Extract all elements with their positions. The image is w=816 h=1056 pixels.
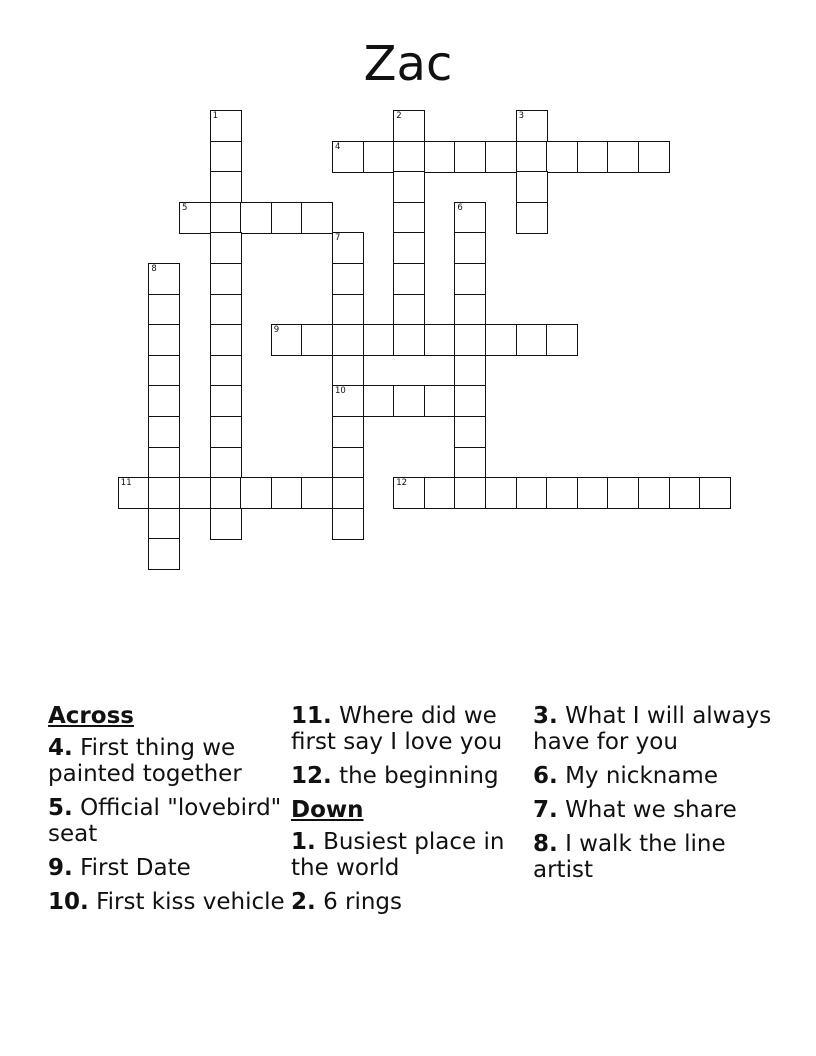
down-clue-7: 7. What we share bbox=[533, 797, 737, 823]
grid-cell[interactable] bbox=[424, 324, 456, 356]
grid-cell[interactable] bbox=[332, 324, 364, 356]
grid-cell[interactable] bbox=[148, 416, 180, 448]
clue-number: 12 bbox=[396, 478, 408, 489]
grid-cell[interactable] bbox=[454, 416, 486, 448]
grid-cell[interactable] bbox=[485, 477, 517, 509]
grid-cell[interactable] bbox=[332, 508, 364, 540]
grid-cell[interactable] bbox=[699, 477, 731, 509]
grid-cell[interactable] bbox=[210, 416, 242, 448]
grid-cell[interactable] bbox=[516, 477, 548, 509]
clue-column-2 bbox=[291, 703, 531, 923]
grid-cell[interactable] bbox=[271, 324, 303, 356]
grid-cell[interactable] bbox=[546, 141, 578, 173]
across-clue-12: 12. the beginning bbox=[291, 763, 499, 789]
grid-cell[interactable] bbox=[485, 141, 517, 173]
grid-cell[interactable] bbox=[516, 110, 548, 142]
grid-cell[interactable] bbox=[148, 294, 180, 326]
across-clue-10: 10. First kiss vehicle bbox=[48, 889, 285, 915]
grid-cell[interactable] bbox=[240, 477, 272, 509]
down-clue-8: 8. I walk the line artist bbox=[533, 831, 726, 883]
grid-cell[interactable] bbox=[332, 447, 364, 479]
grid-cell[interactable] bbox=[332, 477, 364, 509]
grid-cell[interactable] bbox=[393, 477, 425, 509]
grid-cell[interactable] bbox=[516, 141, 548, 173]
grid-cell[interactable] bbox=[148, 447, 180, 479]
grid-cell[interactable] bbox=[210, 447, 242, 479]
grid-cell[interactable] bbox=[332, 385, 364, 417]
grid-cell[interactable] bbox=[516, 324, 548, 356]
grid-cell[interactable] bbox=[271, 477, 303, 509]
grid-cell[interactable] bbox=[454, 447, 486, 479]
clue-number: 5 bbox=[182, 202, 188, 213]
grid-cell[interactable] bbox=[210, 202, 242, 234]
grid-cell[interactable] bbox=[393, 171, 425, 203]
grid-cell[interactable] bbox=[424, 385, 456, 417]
grid-cell[interactable] bbox=[393, 385, 425, 417]
clue-number: 10 bbox=[335, 386, 346, 397]
grid-cell[interactable] bbox=[363, 141, 395, 173]
down-clue-1: 1. Busiest place in the world bbox=[291, 829, 505, 881]
grid-cell[interactable] bbox=[332, 355, 364, 387]
grid-cell[interactable] bbox=[393, 294, 425, 326]
grid-cell[interactable] bbox=[516, 171, 548, 203]
grid-cell[interactable] bbox=[210, 508, 242, 540]
grid-cell[interactable] bbox=[363, 385, 395, 417]
grid-cell[interactable] bbox=[118, 477, 150, 509]
grid-cell[interactable] bbox=[669, 477, 701, 509]
grid-cell[interactable] bbox=[332, 232, 364, 264]
across-clue-11: 11. Where did we first say I love you bbox=[291, 703, 503, 755]
across-clue-9: 9. First Date bbox=[48, 855, 191, 881]
grid-cell[interactable] bbox=[454, 141, 486, 173]
grid-cell[interactable] bbox=[179, 477, 211, 509]
clue-number: 7 bbox=[335, 233, 341, 244]
grid-cell[interactable] bbox=[210, 477, 242, 509]
grid-cell[interactable] bbox=[363, 324, 395, 356]
grid-cell[interactable] bbox=[148, 538, 180, 570]
grid-cell[interactable] bbox=[454, 263, 486, 295]
down-clue-2: 2. 6 rings bbox=[291, 889, 403, 915]
across-clue-5: 5. Official "lovebird" seat bbox=[48, 795, 282, 847]
grid-cell[interactable] bbox=[454, 477, 486, 509]
clue-number: 3 bbox=[518, 111, 525, 121]
grid-cell[interactable] bbox=[393, 232, 425, 264]
grid-cell[interactable] bbox=[301, 477, 333, 509]
down-clue-3: 3. What I will always have for you bbox=[533, 703, 772, 755]
clue-column-1 bbox=[48, 703, 288, 923]
grid-cell[interactable] bbox=[148, 385, 180, 417]
grid-cell[interactable] bbox=[577, 141, 609, 173]
grid-cell[interactable] bbox=[271, 202, 303, 234]
grid-cell[interactable] bbox=[454, 294, 486, 326]
grid-cell[interactable] bbox=[148, 508, 180, 540]
grid-cell[interactable] bbox=[301, 324, 333, 356]
clue-number: 6 bbox=[457, 202, 463, 213]
grid-cell[interactable] bbox=[454, 324, 486, 356]
grid-cell[interactable] bbox=[546, 477, 578, 509]
clue-number: 1 bbox=[212, 111, 219, 121]
grid-cell[interactable] bbox=[210, 110, 242, 142]
grid-cell[interactable] bbox=[393, 202, 425, 234]
grid-cell[interactable] bbox=[577, 477, 609, 509]
grid-cell[interactable] bbox=[210, 263, 242, 295]
grid-cell[interactable] bbox=[424, 477, 456, 509]
grid-cell[interactable] bbox=[393, 324, 425, 356]
grid-cell[interactable] bbox=[210, 385, 242, 417]
grid-cell[interactable] bbox=[332, 263, 364, 295]
grid-cell[interactable] bbox=[393, 110, 425, 142]
grid-cell[interactable] bbox=[210, 171, 242, 203]
grid-cell[interactable] bbox=[454, 232, 486, 264]
clue-number: 8 bbox=[151, 264, 157, 274]
grid-cell[interactable] bbox=[424, 141, 456, 173]
grid-cell[interactable] bbox=[240, 202, 272, 234]
grid-cell[interactable] bbox=[607, 477, 639, 509]
clue-number: 9 bbox=[273, 325, 280, 336]
grid-cell[interactable] bbox=[332, 294, 364, 326]
grid-cell[interactable] bbox=[638, 477, 670, 509]
grid-cell[interactable] bbox=[485, 324, 517, 356]
across-clue-4: 4. First thing we painted together bbox=[48, 735, 242, 787]
grid-cell[interactable] bbox=[210, 324, 242, 356]
grid-cell[interactable] bbox=[148, 477, 180, 509]
grid-cell[interactable] bbox=[454, 355, 486, 387]
grid-cell[interactable] bbox=[210, 294, 242, 326]
grid-cell[interactable] bbox=[516, 202, 548, 234]
grid-cell[interactable] bbox=[393, 141, 425, 173]
grid-cell[interactable] bbox=[148, 263, 180, 295]
across-heading: Across bbox=[48, 703, 134, 729]
grid-cell[interactable] bbox=[148, 355, 180, 387]
grid-cell[interactable] bbox=[393, 263, 425, 295]
clue-number: 4 bbox=[335, 141, 341, 152]
grid-cell[interactable] bbox=[179, 202, 211, 234]
grid-cell[interactable] bbox=[454, 385, 486, 417]
grid-cell[interactable] bbox=[607, 141, 639, 173]
grid-cell[interactable] bbox=[332, 141, 364, 173]
grid-cell[interactable] bbox=[210, 355, 242, 387]
grid-cell[interactable] bbox=[210, 232, 242, 264]
grid-cell[interactable] bbox=[148, 324, 180, 356]
down-heading: Down bbox=[291, 797, 364, 823]
grid-cell[interactable] bbox=[301, 202, 333, 234]
down-clue-6: 6. My nickname bbox=[533, 763, 718, 789]
grid-cell[interactable] bbox=[546, 324, 578, 356]
puzzle-title: Zac bbox=[363, 36, 453, 92]
grid-cell[interactable] bbox=[332, 416, 364, 448]
grid-cell[interactable] bbox=[454, 202, 486, 234]
clue-number: 2 bbox=[396, 111, 402, 121]
grid-cell[interactable] bbox=[638, 141, 670, 173]
clue-number: 11 bbox=[120, 478, 132, 489]
clue-column-3 bbox=[533, 703, 773, 891]
grid-cell[interactable] bbox=[210, 141, 242, 173]
